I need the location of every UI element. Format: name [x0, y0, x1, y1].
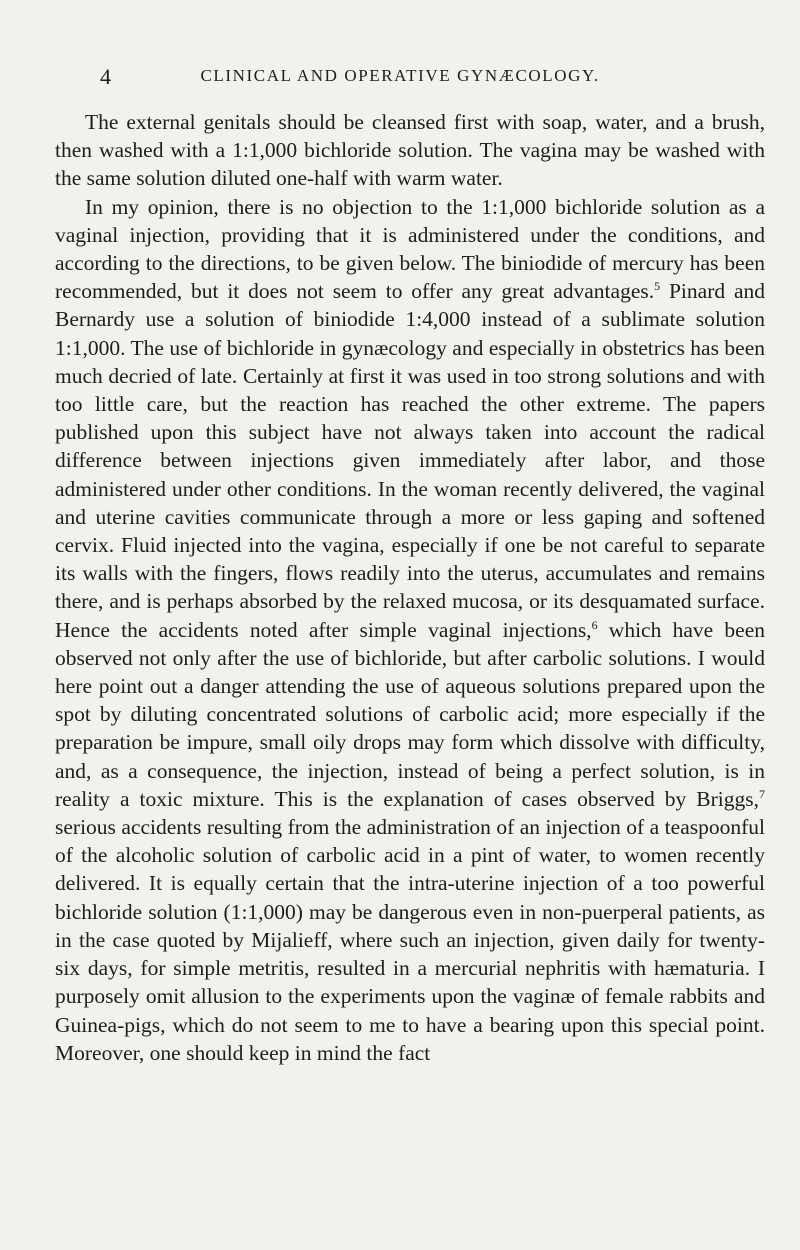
text-segment: In my opinion, there is no objection to the 1:1,000 bichloride solution as a vaginal injection, providing that it is administered under the conditions, and according to the directions, to be given below. The biniodide of mercury has been recommended, but it does not seem to offer any great advantages. — [55, 194, 765, 304]
text-segment: serious accidents resulting from the administration of an injection of a teaspoonful of the alcoholic solution of carbolic acid in a pint of water, to women recently delivered. It is equally certain that the intra-uterine injection of a too powerful bichloride solution (1:1,000) may be dangerous even in non-puerperal patients, as in the case quoted by Mijalieff, where such an injection, given daily for twenty-six days, for simple metritis, resulted in a mercurial nephritis with hæmaturia. I purposely omit allusion to the experiments upon the vaginæ of female rabbits and Guinea-pigs, which do not seem to me to have a bearing upon this special point. Moreover, one should keep in mind the fact — [55, 815, 765, 1065]
text-segment: which have been observed not only after the use of bichloride, but after carbolic solutions. I would here point out a danger attending the use of aqueous solutions prepared upon the spot by diluting concentrated solutions of carbolic acid; more especially if the preparation be impure, small oily drops may form which dissolve with difficulty, and, as a consequence, the injection, instead of being a perfect solution, is in reality a toxic mixture. This is the explanation of cases observed by Briggs, — [55, 617, 765, 811]
footnote-ref-5: 5 — [654, 279, 661, 294]
paragraph-1 — [55, 108, 765, 193]
text-segment: Pinard and Bernardy use a solution of biniodide 1:4,000 instead of a sublimate solution 1:1,000. The use of bichloride in gynæcology and especially in obstetrics has been much decried of late. Certainly at first it was used in too strong solutions and with too little care, but the reaction has reached the other extreme. The papers published upon this subject have not always taken into account the radical difference between injections given immediately after labor, and those administered under other conditions. In the woman recently delivered, the vaginal and uterine cavities communicate through a more or less gaping and softened cervix. Fluid injected into the vagina, especially if one be not careful to separate its walls with the fingers, flows readily into the uterus, accumulates and remains there, and is perhaps absorbed by the relaxed mucosa, or its desquamated surface. Hence the accidents noted after simple vaginal injections, — [55, 279, 765, 642]
footnote-ref-6: 6 — [591, 617, 598, 632]
running-title: CLINICAL AND OPERATIVE GYNÆCOLOGY. — [200, 66, 600, 85]
footnote-ref-7: 7 — [759, 786, 765, 801]
body-text — [55, 108, 765, 1067]
page-header — [100, 64, 700, 90]
text-segment: The external genitals should be cleansed first with soap, water, and a brush, then washed with a 1:1,000 bichloride solution. The vagina may be washed with the same solution diluted one-half with warm water. — [55, 110, 765, 191]
paragraph-2 — [55, 193, 765, 1067]
page-number: 4 — [100, 64, 112, 89]
